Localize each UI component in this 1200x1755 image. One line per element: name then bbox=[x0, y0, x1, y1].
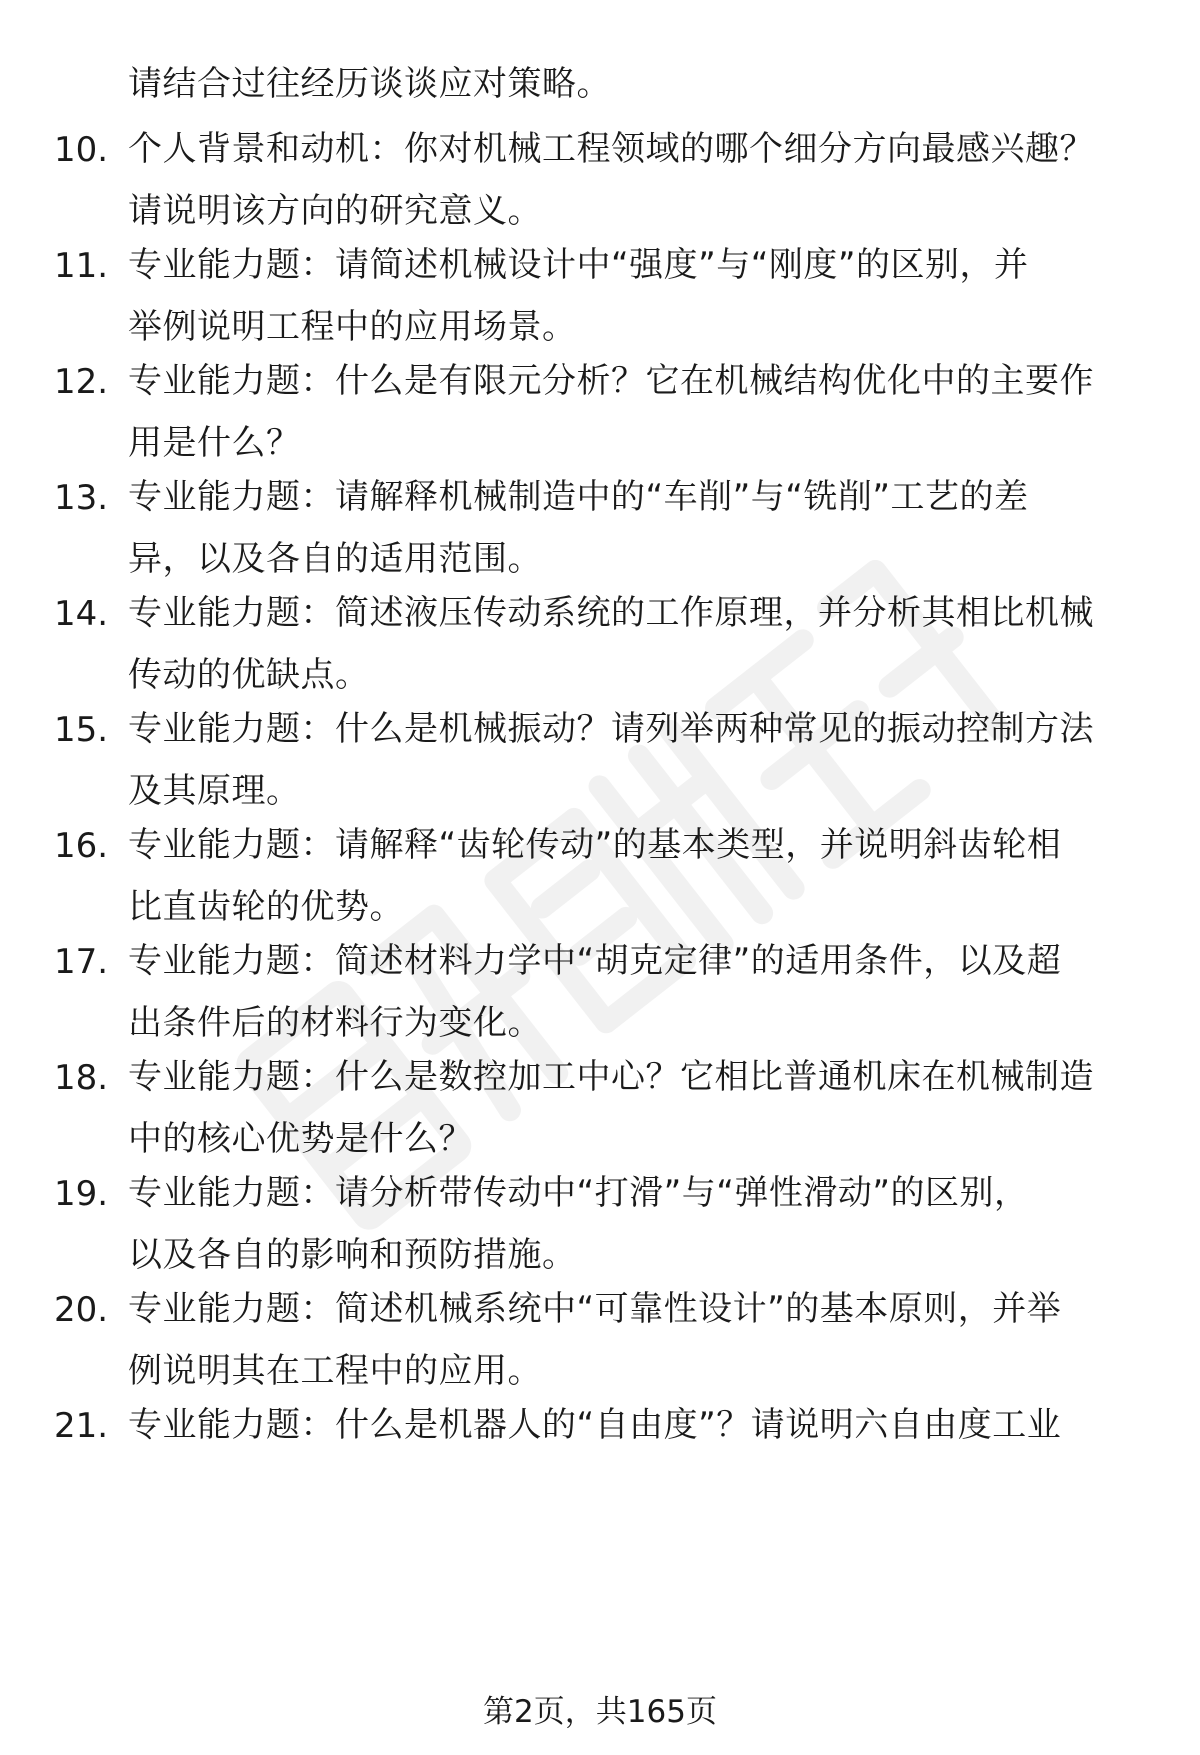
question-text-line: 专业能力题：简述液压传动系统的工作原理，并分析其相比机械 bbox=[128, 593, 1094, 633]
question-text-line: 出条件后的材料行为变化。 bbox=[128, 1003, 542, 1043]
question-text bbox=[128, 930, 1138, 1054]
question-text-line: 专业能力题：请解释“齿轮传动”的基本类型，并说明斜齿轮相 bbox=[128, 825, 1062, 865]
question-text-line: 以及各自的影响和预防措施。 bbox=[128, 1235, 577, 1275]
question-text bbox=[128, 698, 1138, 822]
question-text bbox=[128, 350, 1138, 474]
question-text-line: 及其原理。 bbox=[128, 771, 301, 811]
question-number: 12. bbox=[54, 362, 109, 402]
question-text bbox=[128, 1394, 1138, 1456]
question-number: 18. bbox=[54, 1058, 109, 1098]
question-number: 19. bbox=[54, 1174, 109, 1214]
question-text bbox=[128, 234, 1138, 358]
question-text-line: 个人背景和动机：你对机械工程领域的哪个细分方向最感兴趣？ bbox=[128, 129, 1094, 169]
question-number: 10. bbox=[54, 130, 109, 170]
question-text bbox=[128, 582, 1138, 706]
question-number: 15. bbox=[54, 710, 109, 750]
question-text-line: 举例说明工程中的应用场景。 bbox=[128, 307, 577, 347]
question-text-line: 请说明该方向的研究意义。 bbox=[128, 191, 542, 231]
question-number: 20. bbox=[54, 1290, 109, 1330]
question-number: 11. bbox=[54, 246, 109, 286]
question-number: 14. bbox=[54, 594, 109, 634]
question-text-line: 异，以及各自的适用范围。 bbox=[128, 539, 542, 579]
question-text-line: 比直齿轮的优势。 bbox=[128, 887, 404, 927]
question-text bbox=[128, 1046, 1138, 1170]
question-text-line: 专业能力题：请简述机械设计中“强度”与“刚度”的区别，并 bbox=[128, 245, 1029, 285]
question-text bbox=[128, 1162, 1138, 1286]
question-text-line: 专业能力题：简述材料力学中“胡克定律”的适用条件，以及超 bbox=[128, 941, 1062, 981]
question-text bbox=[128, 118, 1138, 242]
question-number: 16. bbox=[54, 826, 109, 866]
question-text-line: 专业能力题：什么是数控加工中心？它相比普通机床在机械制造 bbox=[128, 1057, 1094, 1097]
question-text-line: 专业能力题：请分析带传动中“打滑”与“弹性滑动”的区别， bbox=[128, 1173, 1029, 1213]
question-number: 17. bbox=[54, 942, 109, 982]
question-text bbox=[128, 466, 1138, 590]
question-text-line: 专业能力题：什么是有限元分析？它在机械结构优化中的主要作 bbox=[128, 361, 1094, 401]
page-number-footer: 第2页，共165页 bbox=[483, 1694, 717, 1730]
question-number: 21. bbox=[54, 1406, 109, 1446]
question-text-line: 专业能力题：请解释机械制造中的“车削”与“铣削”工艺的差 bbox=[128, 477, 1029, 517]
question-number: 13. bbox=[54, 478, 109, 518]
question-text bbox=[128, 1278, 1138, 1402]
continuation-line: 请结合过往经历谈谈应对策略。 bbox=[128, 64, 611, 104]
question-text-line: 传动的优缺点。 bbox=[128, 655, 370, 695]
question-text-line: 专业能力题：什么是机械振动？请列举两种常见的振动控制方法 bbox=[128, 709, 1094, 749]
question-text-line: 专业能力题：简述机械系统中“可靠性设计”的基本原则，并举 bbox=[128, 1289, 1062, 1329]
question-text-line: 例说明其在工程中的应用。 bbox=[128, 1351, 542, 1391]
question-text-line: 中的核心优势是什么？ bbox=[128, 1119, 473, 1159]
question-text-line: 专业能力题：什么是机器人的“自由度”？请说明六自由度工业 bbox=[128, 1405, 1062, 1445]
question-text-line: 用是什么？ bbox=[128, 423, 301, 463]
question-text bbox=[128, 814, 1138, 938]
